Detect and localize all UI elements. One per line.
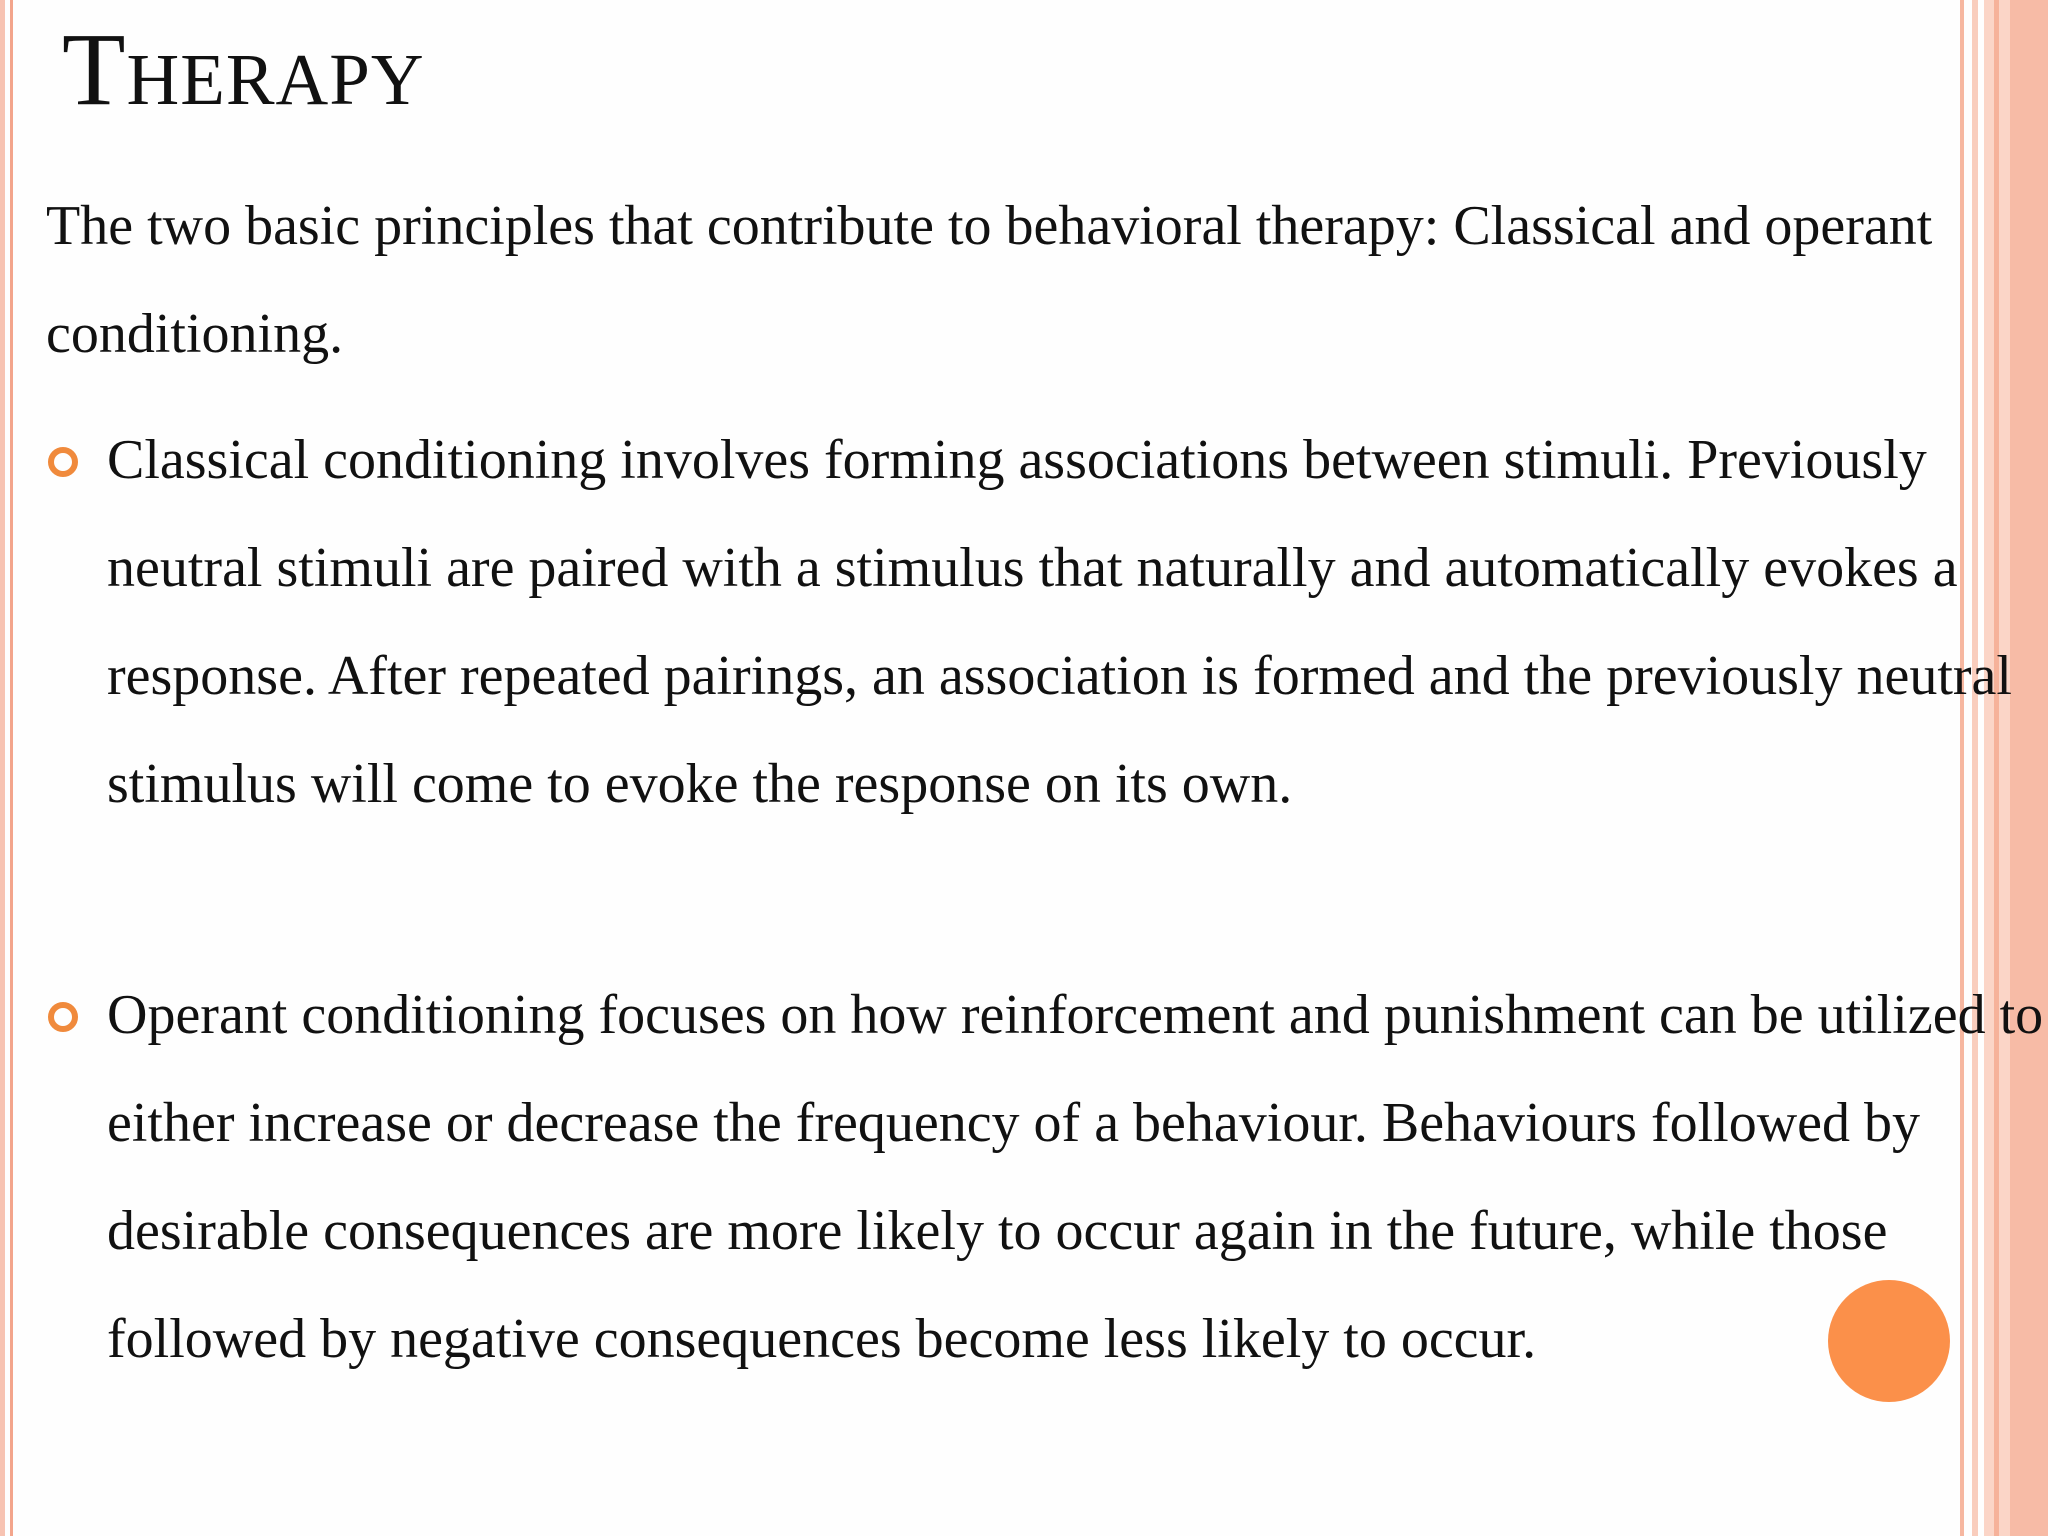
- ring-bullet-icon: [48, 447, 78, 477]
- ring-bullet-icon: [48, 1002, 78, 1032]
- bullet-text: Classical conditioning involves forming associations between stimuli. Previously neutral stimuli are paired with a stimulus that naturally and automatically evokes a response. After repeated pairings, an association is formed and the previously neutral stimulus will come to evoke the response on its own.: [107, 429, 2012, 815]
- bullet-text: Operant conditioning focuses on how reinforcement and punishment can be utilized to either increase or decrease the frequency of a behaviour. Behaviours followed by desirable consequences are more likely to occur again in the future, while those followed by negative consequences become less likely to occur.: [107, 984, 2044, 1370]
- slide-title: Therapy: [62, 12, 425, 127]
- intro-paragraph: The two basic principles that contribute to behavioral therapy: Classical and operant conditioning.: [46, 195, 1933, 365]
- orange-dot-cursor-icon: [1828, 1280, 1950, 1402]
- left-border-line: [10, 0, 13, 1536]
- left-border-decoration: [0, 0, 5, 1536]
